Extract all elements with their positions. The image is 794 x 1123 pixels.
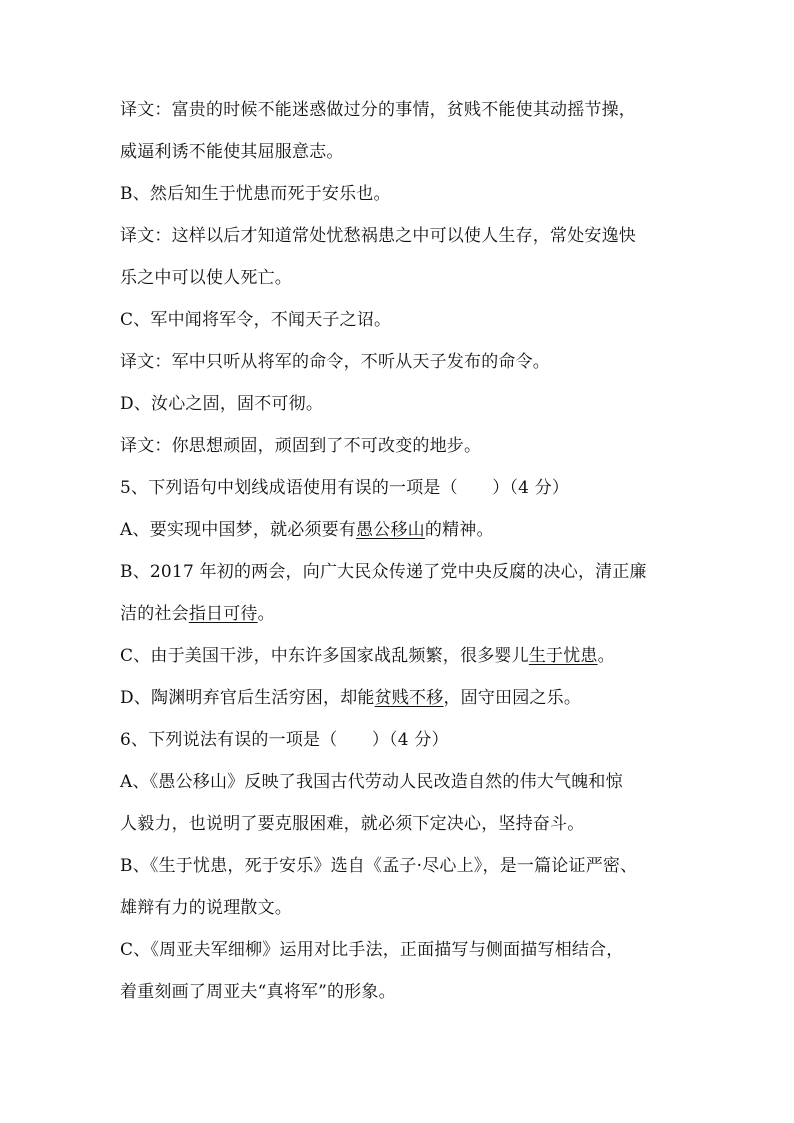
translation-line: 威逼利诱不能使其屈服意志。: [120, 142, 344, 162]
option-line: [120, 604, 714, 624]
translation-line: 译文：这样以后才知道常处忧愁祸患之中可以使人生存，常处安逸快: [120, 226, 636, 246]
option-line: 人毅力，也说明了要克服困难，就必须下定决心，坚持奋斗。: [120, 814, 585, 834]
underlined-idiom: 指日可待: [188, 604, 258, 624]
option-line: B、《生于忧患，死于安乐》选自《孟子·尽心上》，是一篇论证严密、: [120, 856, 638, 876]
underlined-idiom: 贫贱不移: [374, 688, 444, 708]
option-line: 雄辩有力的说理散文。: [120, 898, 292, 918]
option-text: 。: [597, 646, 615, 666]
question-6: 6、下列说法有误的一项是（ ）（4 分）: [120, 730, 449, 750]
option-line: C、军中闻将军令，不闻天子之诏。: [120, 310, 392, 330]
underlined-idiom: 生于忧患: [528, 646, 598, 666]
question-5: 5、下列语句中划线成语使用有误的一项是（ ）（4 分）: [120, 478, 570, 498]
option-text: 的精神。: [424, 520, 494, 540]
translation-line: 译文：你思想顽固，顽固到了不可改变的地步。: [120, 436, 482, 456]
option-line: A、《愚公移山》反映了我国古代劳动人民改造自然的伟大气魄和惊: [120, 772, 623, 792]
option-text: D、陶渊明弃官后生活穷困，却能: [120, 688, 375, 708]
option-line: [120, 646, 714, 666]
option-text: A、要实现中国梦，就必须要有: [120, 520, 357, 540]
option-line: C、《周亚夫军细柳》运用对比手法，正面描写与侧面描写相结合，: [120, 940, 624, 960]
translation-line: 译文：富贵的时候不能迷惑做过分的事情，贫贱不能使其动摇节操，: [120, 100, 636, 120]
option-line: [120, 520, 714, 540]
option-text: 。: [257, 604, 275, 624]
option-line: D、汝心之固，固不可彻。: [120, 394, 324, 414]
underlined-idiom: 愚公移山: [356, 520, 425, 540]
translation-line: 译文：军中只听从将军的命令，不听从天子发布的命令。: [120, 352, 550, 372]
option-line: [120, 688, 714, 708]
option-line: B、2017 年初的两会，向广大民众传递了党中央反腐的决心，清正廉: [120, 562, 647, 582]
option-line: 着重刻画了周亚夫“真将军”的形象。: [120, 982, 396, 1002]
option-text: C、由于美国干涉，中东许多国家战乱频繁，很多婴儿: [120, 646, 529, 666]
option-text: ，固守田园之乐。: [443, 688, 582, 708]
option-line: B、然后知生于忧患而死于安乐也。: [120, 184, 391, 204]
option-text: 洁的社会: [120, 604, 189, 624]
translation-line: 乐之中可以使人死亡。: [120, 268, 292, 288]
